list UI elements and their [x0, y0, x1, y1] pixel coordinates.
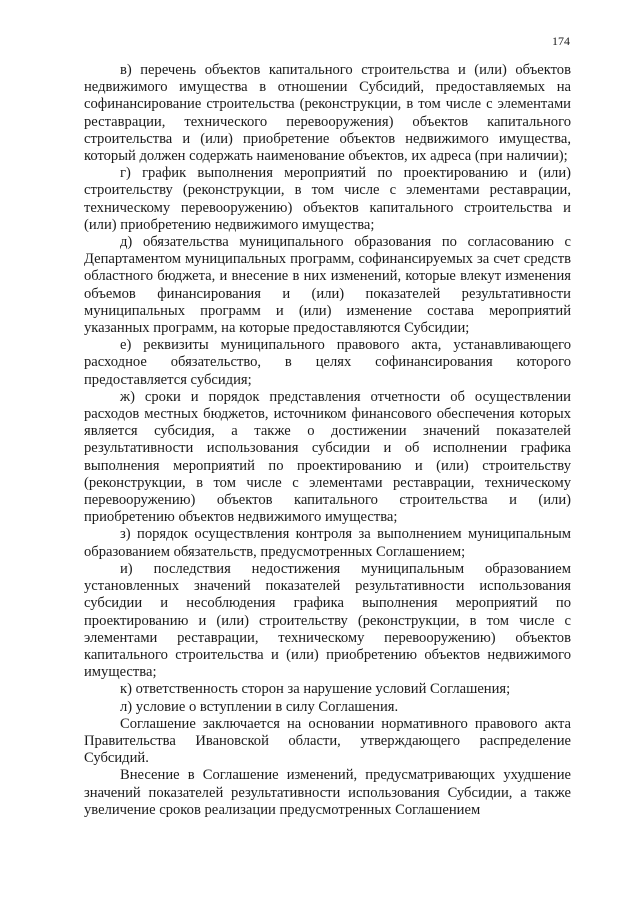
paragraph-item-g: г) график выполнения мероприятий по проектированию и (или) строительству (реконструкции, в том числе с элементами реставрации, техническому перевооружению) объектов капитального строительства и (или) приобретению недвижимого имущества; [84, 165, 571, 233]
paragraph-item-d: д) обязательства муниципального образования по согласованию с Департаментом муниципальных программ, софинансируемых за счет средств областного бюджета, и внесение в них изменений, которые влекут изменения объемов финансирования и (или) показателей результативности муниципальных программ и (или) изменение состава мероприятий указанных программ, на которые предоставляются Субсидии; [84, 234, 571, 337]
paragraph-item-v: в) перечень объектов капитального строительства и (или) объектов недвижимого имущества в отношении Субсидий, предоставляемых на софинансирование строительства (реконструкции, в том числе с элементами реставрации, технического перевооружения) объектов капитального строительства и (или) приобретение объектов недвижимого имущества, который должен содержать наименование объектов, их адреса (при наличии); [84, 62, 571, 165]
paragraph-item-i: и) последствия недостижения муниципальным образованием установленных значений показателей результативности использования субсидии и несоблюдения графика выполнения мероприятий по проектированию и (или) строительству (реконструкции, в том числе с элементами реставрации, техническому перевооружению) объектов капитального строительства и (или) приобретению объектов недвижимого имущества; [84, 560, 571, 681]
paragraph-agreement-basis: Соглашение заключается на основании нормативного правового акта Правительства Ивановской области, утверждающего распределение Субсидий. [84, 715, 571, 767]
paragraph-item-e: е) реквизиты муниципального правового акта, устанавливающего расходное обязательство, в целях софинансирования которого предоставляется субсидия; [84, 337, 571, 388]
document-body [84, 62, 571, 819]
paragraph-item-k: к) ответственность сторон за нарушение условий Соглашения; [120, 681, 511, 698]
paragraph-item-l: л) условие о вступлении в силу Соглашения. [120, 698, 399, 715]
page-number: 174 [552, 34, 570, 48]
paragraph-agreement-changes: Внесение в Соглашение изменений, предусматривающих ухудшение значений показателей результативности использования Субсидии, а также увеличение сроков реализации предусмотренных Соглашением [84, 767, 571, 818]
paragraph-item-z: з) порядок осуществления контроля за выполнением муниципальным образованием обязательств, предусмотренных Соглашением; [84, 526, 571, 560]
paragraph-item-zh: ж) сроки и порядок представления отчетности об осуществлении расходов местных бюджетов, источником финансового обеспечения которых является субсидия, а также о достижении значений показателей результативности использования субсидии и об исполнении графика выполнения мероприятий по проектированию и (или) строительству (реконструкции, в том числе с элементами реставрации, техническому перевооружению) объектов капитального строительства и (или) приобретению объектов недвижимого имущества; [84, 388, 571, 526]
